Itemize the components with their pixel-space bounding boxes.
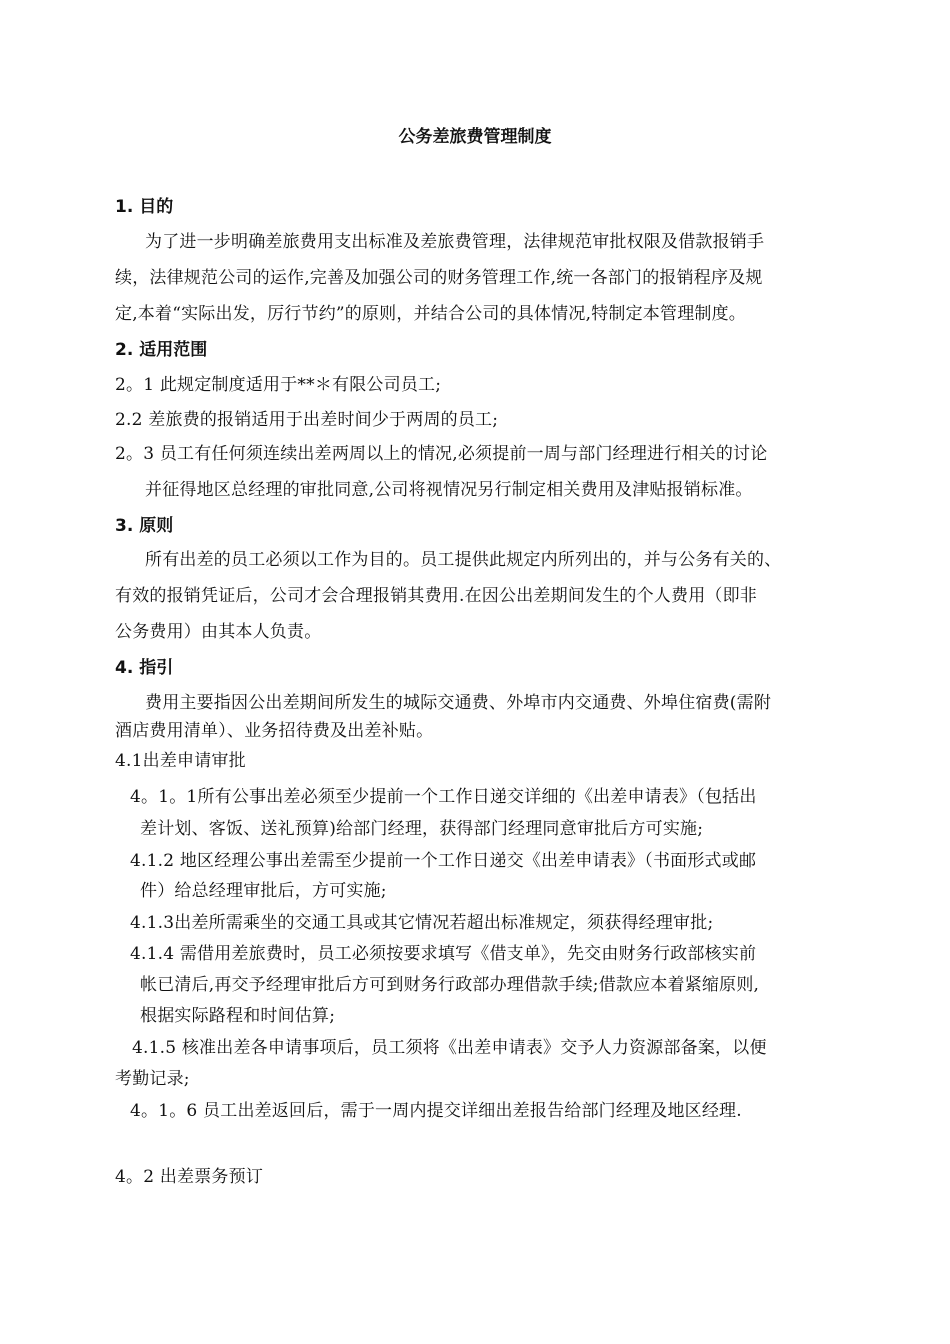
principle-line-2: 有效的报销凭证后，公司才会合理报销其费用.在因公出差期间发生的个人费用（即非 (115, 586, 758, 606)
guide-line-12: 4.1.5 核准出差各申请事项后，员工须将《出差申请表》交予人力资源部备案，以便 (132, 1038, 767, 1058)
principle-line-1: 所有出差的员工必须以工作为目的。员工提供此规定内所列出的，并与公务有关的、 (145, 550, 782, 570)
guide-line-2: 酒店费用清单）、业务招待费及出差补贴。 (115, 721, 434, 741)
scope-line-4: 并征得地区总经理的审批同意,公司将视情况另行制定相关费用及津贴报销标准。 (145, 480, 753, 500)
section-heading-scope: 2. 适用范围 (115, 340, 208, 360)
document-title: 公务差旅费管理制度 (398, 127, 552, 147)
scope-line-2: 2.2 差旅费的报销适用于出差时间少于两周的员工; (115, 410, 499, 430)
guide-line-11: 根据实际路程和时间估算; (140, 1006, 336, 1026)
guide-line-14: 4。1。6 员工出差返回后，需于一周内提交详细出差报告给部门经理及地区经理. (130, 1101, 742, 1121)
guide-line-1: 费用主要指因公出差期间所发生的城际交通费、外埠市内交通费、外埠住宿费(需附 (145, 693, 772, 713)
section-heading-purpose: 1. 目的 (115, 197, 174, 217)
guide-line-4: 4。1。1所有公事出差必须至少提前一个工作日递交详细的《出差申请表》（包括出 (130, 787, 757, 807)
guide-line-6: 4.1.2 地区经理公事出差需至少提前一个工作日递交《出差申请表》（书面形式或邮 (130, 851, 757, 871)
guide-line-9: 4.1.4 需借用差旅费时，员工必须按要求填写《借支单》，先交由财务行政部核实前 (130, 944, 757, 964)
guide-line-3: 4.1出差申请审批 (115, 751, 246, 771)
purpose-line-3: 定,本着“实际出发，厉行节约”的原则，并结合公司的具体情况,特制定本管理制度。 (115, 304, 746, 324)
guide-line-13: 考勤记录; (115, 1069, 190, 1089)
guide-line-10: 帐已清后,再交予经理审批后方可到财务行政部办理借款手续;借款应本着紧缩原则, (140, 975, 760, 995)
purpose-line-1: 为了进一步明确差旅费用支出标准及差旅费管理，法律规范审批权限及借款报销手 (145, 232, 765, 252)
principle-line-3: 公务费用）由其本人负责。 (115, 622, 322, 642)
scope-line-1: 2。1 此规定制度适用于**＊有限公司员工; (115, 375, 442, 395)
guide-line-7: 件）给总经理审批后，方可实施; (140, 881, 387, 901)
guide-line-8: 4.1.3出差所需乘坐的交通工具或其它情况若超出标准规定，须获得经理审批; (130, 913, 714, 933)
guide-line-15: 4。2 出差票务预订 (115, 1167, 264, 1187)
section-heading-principle: 3. 原则 (115, 516, 174, 536)
section-heading-guide: 4. 指引 (115, 658, 174, 678)
guide-line-5: 差计划、客饭、送礼预算)给部门经理，获得部门经理同意审批后方可实施; (140, 819, 704, 839)
scope-line-3: 2。3 员工有任何须连续出差两周以上的情况,必须提前一周与部门经理进行相关的讨论 (115, 444, 768, 464)
purpose-line-2: 续，法律规范公司的运作,完善及加强公司的财务管理工作,统一各部门的报销程序及规 (115, 268, 763, 288)
